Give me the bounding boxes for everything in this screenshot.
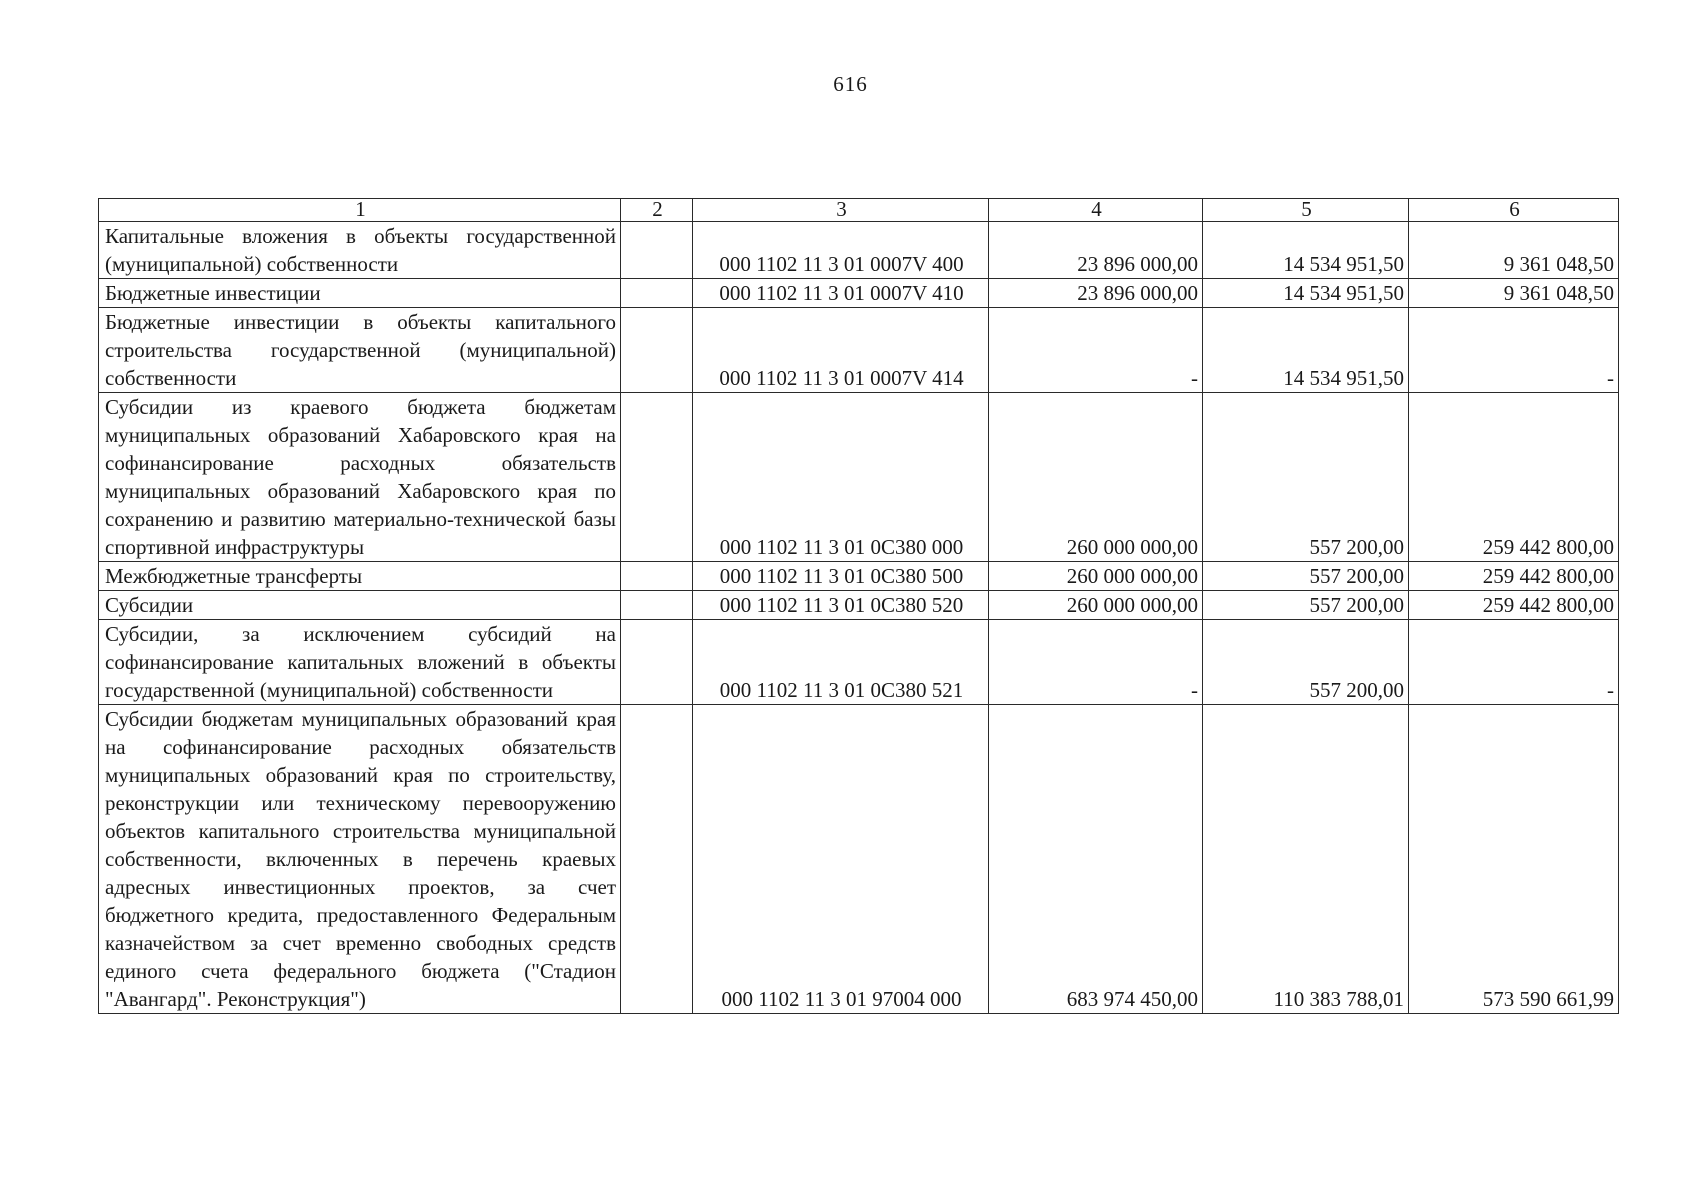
row-col5: 110 383 788,01 bbox=[1203, 705, 1409, 1014]
row-col2 bbox=[621, 705, 693, 1014]
row-col6: 259 442 800,00 bbox=[1409, 562, 1619, 591]
header-col-3: 3 bbox=[693, 199, 989, 222]
row-col4: 260 000 000,00 bbox=[989, 393, 1203, 562]
row-code: 000 1102 11 3 01 0С380 520 bbox=[693, 591, 989, 620]
row-col5: 14 534 951,50 bbox=[1203, 279, 1409, 308]
row-col5: 557 200,00 bbox=[1203, 393, 1409, 562]
header-col-1: 1 bbox=[99, 199, 621, 222]
row-col6: - bbox=[1409, 620, 1619, 705]
row-code: 000 1102 11 3 01 0007V 410 bbox=[693, 279, 989, 308]
row-col2 bbox=[621, 308, 693, 393]
row-col5: 557 200,00 bbox=[1203, 591, 1409, 620]
row-name: Капитальные вложения в объекты государственной (муниципальной) собственности bbox=[99, 222, 621, 279]
row-col4: 23 896 000,00 bbox=[989, 222, 1203, 279]
row-col5: 14 534 951,50 bbox=[1203, 222, 1409, 279]
row-name: Субсидии бюджетам муниципальных образований края на софинансирование расходных обязательств муниципальных образований края по строительству, реконструкции или техническому перевооружению объектов капитального строительства муниципальной собственности, включенных в перечень краевых адресных инвестиционных проектов, за счет бюджетного кредита, предоставленного Федеральным казначейством за счет временно свободных средств единого счета федерального бюджета ("Стадион "Авангард". Реконструкция") bbox=[99, 705, 621, 1014]
row-col5: 557 200,00 bbox=[1203, 562, 1409, 591]
row-name: Субсидии bbox=[99, 591, 621, 620]
header-row bbox=[99, 199, 1619, 222]
table-row bbox=[99, 393, 1619, 562]
table-row bbox=[99, 591, 1619, 620]
row-code: 000 1102 11 3 01 0С380 521 bbox=[693, 620, 989, 705]
row-col6: 9 361 048,50 bbox=[1409, 279, 1619, 308]
row-name: Межбюджетные трансферты bbox=[99, 562, 621, 591]
row-col4: - bbox=[989, 620, 1203, 705]
row-col4: 683 974 450,00 bbox=[989, 705, 1203, 1014]
table-row bbox=[99, 562, 1619, 591]
row-col2 bbox=[621, 591, 693, 620]
header-col-5: 5 bbox=[1203, 199, 1409, 222]
row-col2 bbox=[621, 620, 693, 705]
row-col6: 9 361 048,50 bbox=[1409, 222, 1619, 279]
row-col4: 260 000 000,00 bbox=[989, 591, 1203, 620]
row-col4: 23 896 000,00 bbox=[989, 279, 1203, 308]
row-col2 bbox=[621, 222, 693, 279]
row-name: Бюджетные инвестиции bbox=[99, 279, 621, 308]
header-col-2: 2 bbox=[621, 199, 693, 222]
row-col5: 557 200,00 bbox=[1203, 620, 1409, 705]
table-row bbox=[99, 222, 1619, 279]
row-name: Субсидии, за исключением субсидий на софинансирование капитальных вложений в объекты государственной (муниципальной) собственности bbox=[99, 620, 621, 705]
budget-table bbox=[98, 198, 1619, 1014]
row-col6: 259 442 800,00 bbox=[1409, 591, 1619, 620]
row-col2 bbox=[621, 562, 693, 591]
table-row bbox=[99, 705, 1619, 1014]
page-number: 616 bbox=[833, 72, 868, 96]
row-code: 000 1102 11 3 01 0007V 414 bbox=[693, 308, 989, 393]
row-col2 bbox=[621, 279, 693, 308]
row-col6: 573 590 661,99 bbox=[1409, 705, 1619, 1014]
row-code: 000 1102 11 3 01 0С380 500 bbox=[693, 562, 989, 591]
row-col5: 14 534 951,50 bbox=[1203, 308, 1409, 393]
row-col4: - bbox=[989, 308, 1203, 393]
row-col6: 259 442 800,00 bbox=[1409, 393, 1619, 562]
row-name: Субсидии из краевого бюджета бюджетам муниципальных образований Хабаровского края на софинансирование расходных обязательств муниципальных образований Хабаровского края по сохранению и развитию материально-технической базы спортивной инфраструктуры bbox=[99, 393, 621, 562]
row-code: 000 1102 11 3 01 97004 000 bbox=[693, 705, 989, 1014]
header-col-6: 6 bbox=[1409, 199, 1619, 222]
row-code: 000 1102 11 3 01 0007V 400 bbox=[693, 222, 989, 279]
table-row bbox=[99, 308, 1619, 393]
table-row bbox=[99, 620, 1619, 705]
header-col-4: 4 bbox=[989, 199, 1203, 222]
row-name: Бюджетные инвестиции в объекты капитального строительства государственной (муниципальной) собственности bbox=[99, 308, 621, 393]
row-col2 bbox=[621, 393, 693, 562]
row-col6: - bbox=[1409, 308, 1619, 393]
table-row bbox=[99, 279, 1619, 308]
row-col4: 260 000 000,00 bbox=[989, 562, 1203, 591]
row-code: 000 1102 11 3 01 0С380 000 bbox=[693, 393, 989, 562]
